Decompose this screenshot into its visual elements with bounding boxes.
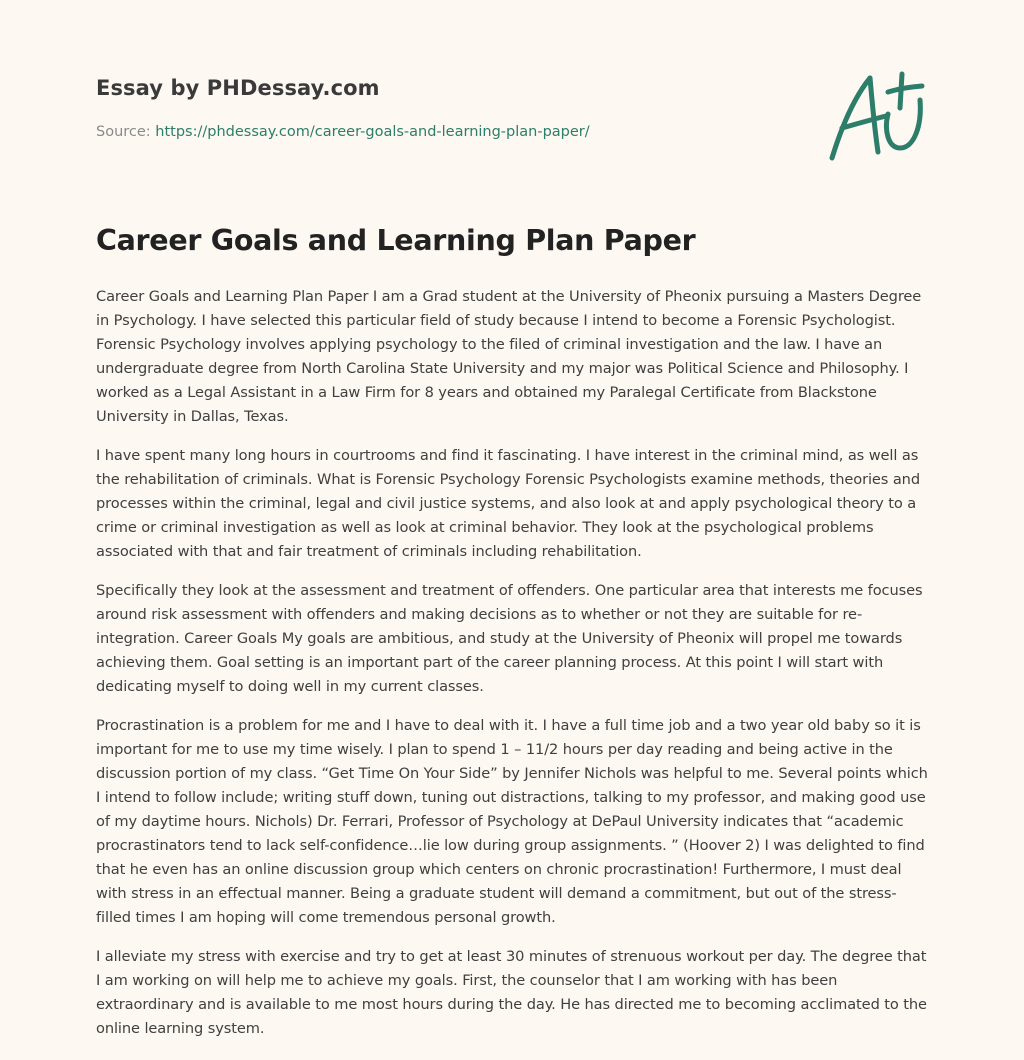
header (96, 0, 928, 190)
article-paragraph: Specifically they look at the assessment and treatment of offenders. One particular area that interests me focuses around risk assessment with offenders and making decisions as to whether or not they are suitable for re-integration. Career Goals My goals are ambitious, and study at the University of Pheonix will propel me towards achieving them. Goal setting is an important part of the career planning process. At this point I will start with dedicating myself to doing well in my current classes. (96, 582, 923, 695)
article-paragraph: Procrastination is a problem for me and I have to deal with it. I have a full time job and a two year old baby so it is important for me to use my time wisely. I plan to spend 1 – 11/2 hours per day reading and being active in the discussion portion of my class. “Get Time On Your Side” by Jennifer Nichols was helpful to me. Several points which I intend to follow include; writing stuff down, tuning out distractions, talking to my professor, and making good use of my daytime hours. Nichols) Dr. Ferrari, Professor of Psychology at DePaul University indicates that “academic procrastinators tend to lack self-confidence…lie low during group assignments. ” (Hoover 2) I was delighted to find that he even has an online discussion group which centers on chronic procrastination! Furthermore, I must deal with stress in an effectual manner. Being a graduate student will demand a commitment, but out of the stress-filled times I am hoping will come tremendous personal growth. (96, 717, 928, 926)
article-paragraph: Career Goals and Learning Plan Paper I am a Grad student at the University of Pheonix pursuing a Masters Degree in Psychology. I have selected this particular field of study because I intend to become a Forensic Psychologist. Forensic Psychology involves applying psychology to the filed of criminal investigation and the law. I have an undergraduate degree from North Carolina State University and my major was Political Science and Philosophy. I worked as a Legal Assistant in a Law Firm for 8 years and obtained my Paralegal Certificate from Blackstone University in Dallas, Texas. (96, 288, 922, 425)
a-plus-logo-icon (826, 70, 926, 162)
site-brand: Essay by PHDessay.com (96, 76, 380, 100)
page (96, 0, 928, 1037)
source-label: Source: (96, 124, 156, 140)
article-paragraph: I alleviate my stress with exercise and try to get at least 30 minutes of strenuous workout per day. The degree that I am working on will help me to achieve my goals. First, the counselor that I am working with has been extraordinary and is available to me most hours during the day. He has directed me to becoming acclimated to the online learning system. (96, 948, 927, 1037)
article-body (96, 285, 928, 1056)
article-paragraph: I have spent many long hours in courtrooms and find it fascinating. I have interest in the criminal mind, as well as the rehabilitation of criminals. What is Forensic Psychology Forensic Psychologists examine methods, theories and processes within the criminal, legal and civil justice systems, and also look at and apply psychological theory to a crime or criminal investigation as well as look at criminal behavior. They look at the psychological problems associated with that and fair treatment of criminals including rehabilitation. (96, 447, 920, 560)
source-link[interactable]: https://phdessay.com/career-goals-and-learning-plan-paper/ (155, 124, 590, 140)
article-title: Career Goals and Learning Plan Paper (96, 224, 696, 257)
source-line (96, 124, 590, 140)
